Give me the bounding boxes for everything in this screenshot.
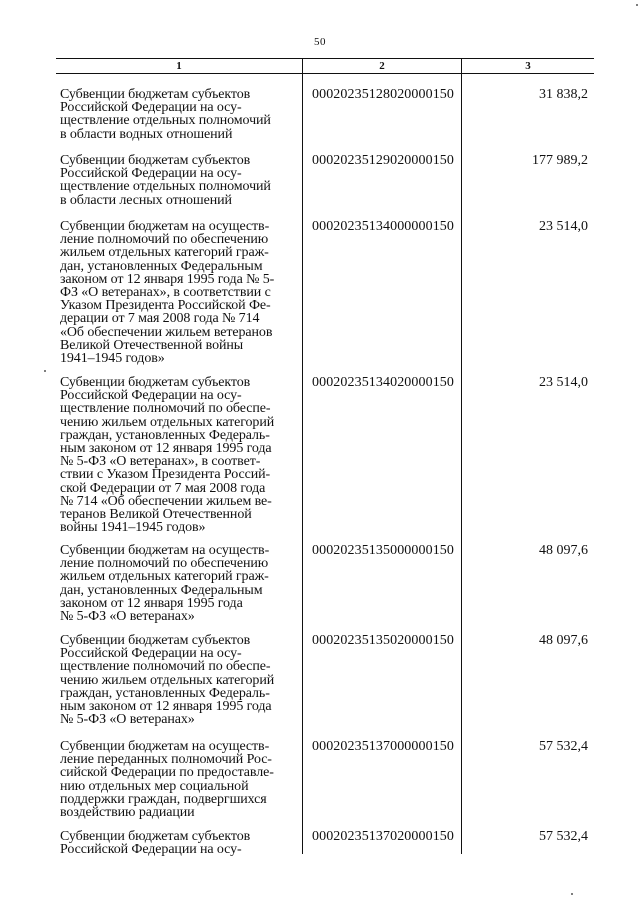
row-amount: 57 532,4	[539, 829, 588, 844]
table-row	[56, 830, 594, 856]
row-name: Субвенции бюджетам субъектов Российской Федерации на осу-	[60, 829, 251, 858]
row-amount: 23 514,0	[539, 219, 588, 234]
scan-speck	[44, 370, 46, 372]
row-name: Субвенции бюджетам субъектов Российской Федерации на осу- ществление отдельных полномочий в области водных отношений	[60, 87, 271, 142]
row-amount: 23 514,0	[539, 375, 588, 390]
table-row	[56, 376, 594, 534]
header-col-1: 1	[56, 59, 303, 73]
table-row	[56, 154, 594, 207]
row-code: 00020235129020000150	[312, 153, 454, 168]
row-code: 00020235137000000150	[312, 739, 454, 754]
budget-table	[56, 58, 594, 858]
header-col-2: 2	[303, 59, 462, 73]
table-row	[56, 220, 594, 365]
row-code: 00020235137020000150	[312, 829, 454, 844]
table-row	[56, 634, 594, 726]
header-col-3: 3	[525, 60, 531, 72]
table-row	[56, 88, 594, 141]
row-amount: 31 838,2	[539, 87, 588, 102]
row-amount: 177 989,2	[532, 153, 588, 168]
row-code: 00020235135000000150	[312, 543, 454, 558]
row-name: Субвенции бюджетам на осуществ- ление полномочий по обеспечению жильем отдельных категорий граж- дан, установленных Федеральным законом от 12 января 1995 года № 5- ФЗ «О ветеранах», в соответствии с Указом Президента Российской Фе- дерации от 7 мая 2008 года № 714 «Об обеспечении жильем ветеранов Великой Отечественной войны 1941–1945 годов»	[60, 219, 275, 367]
row-code: 00020235134000000150	[312, 219, 454, 234]
scan-speck	[571, 893, 573, 895]
table-header	[56, 58, 594, 74]
row-name: Субвенции бюджетам субъектов Российской Федерации на осу- ществление полномочий по обеспе- чению жильем отдельных категорий граждан, установленных Федераль- ным законом от 12 января 1995 года № 5-ФЗ «О ветеранах»	[60, 633, 275, 728]
row-code: 00020235134020000150	[312, 375, 454, 390]
table-row	[56, 544, 594, 623]
row-amount: 57 532,4	[539, 739, 588, 754]
page-number: 50	[314, 36, 326, 48]
row-name: Субвенции бюджетам на осуществ- ление переданных полномочий Рос- сийской Федерации по предоставле- нию отдельных мер социальной поддержки граждан, подвергшихся воздействию радиации	[60, 739, 274, 821]
table-body	[56, 74, 594, 858]
scan-speck	[636, 4, 638, 6]
table-row	[56, 740, 594, 819]
row-code: 00020235135020000150	[312, 633, 454, 648]
row-name: Субвенции бюджетам субъектов Российской Федерации на осу- ществление отдельных полномочий в области лесных отношений	[60, 153, 271, 208]
row-name: Субвенции бюджетам на осуществ- ление полномочий по обеспечению жильем отдельных категорий граж- дан, установленных Федеральным законом от 12 января 1995 года № 5-ФЗ «О ветеранах»	[60, 543, 270, 625]
row-amount: 48 097,6	[539, 543, 588, 558]
row-code: 00020235128020000150	[312, 87, 454, 102]
row-name: Субвенции бюджетам субъектов Российской Федерации на осу- ществление полномочий по обеспе- чению жильем отдельных категорий граждан, установленных Федераль- ным законом от 12 января 1995 года № 5-ФЗ «О ветеранах», в соответ- ствии с Указом Президента Россий- ской Федерации от 7 мая 2008 года № 714 «Об обеспечении жильем ве- теранов Великой Отечественной войны 1941–1945 годов»	[60, 375, 275, 536]
row-amount: 48 097,6	[539, 633, 588, 648]
